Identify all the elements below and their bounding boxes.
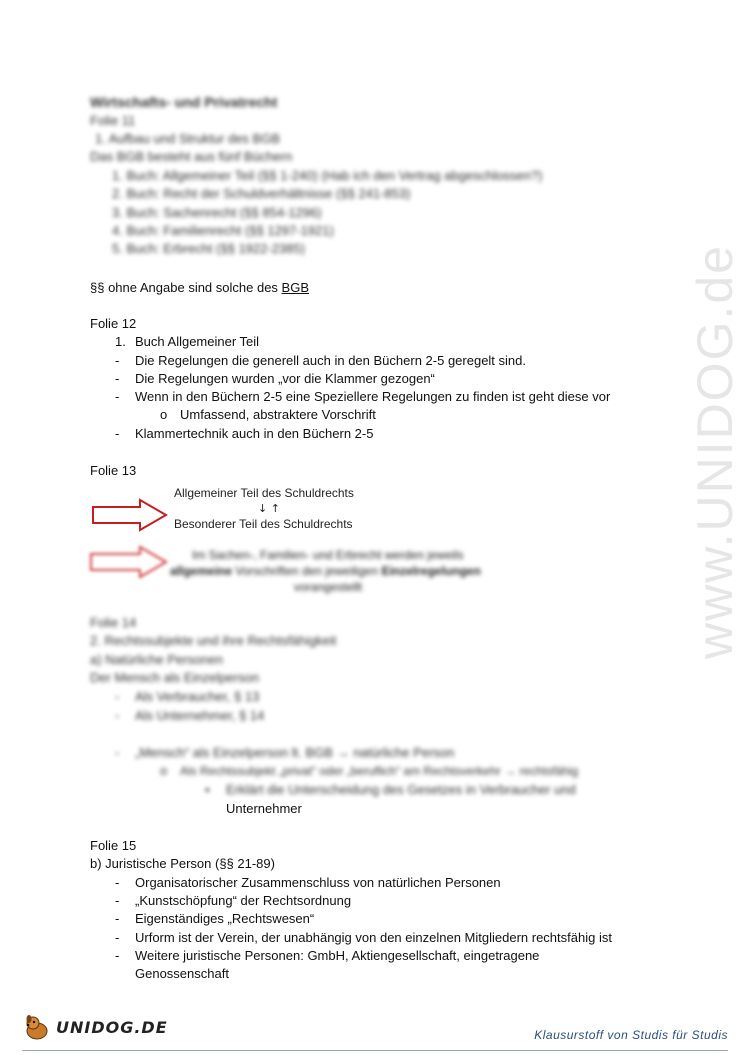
list-item: Urform ist der Verein, der unabhängig von den einzelnen Mitgliedern rechtsfähig ist [135, 930, 612, 945]
diagram-blurred-bold-2: Einzelregelungen [381, 564, 481, 578]
folie-15-label: Folie 15 [90, 838, 137, 853]
book-item: 3. Buch: Sachenrecht (§§ 854-1296) [112, 205, 322, 220]
list-subitem: Umfassend, abstraktere Vorschrift [180, 407, 376, 422]
diagram-blurred-line-2 [170, 564, 481, 579]
list-subitem: Als Rechtssubjekt „privat“ oder „beruflich“ am Rechtsverkehr → rechtsfähig [180, 764, 579, 778]
list-item: Eigenständiges „Rechtswesen“ [135, 911, 315, 926]
folie-13-label: Folie 13 [90, 463, 137, 478]
logo-text: UNIDOG.DE [56, 1017, 168, 1037]
list-item-continued: Genossenschaft [135, 966, 229, 981]
watermark: www.UNIDOG.de [687, 244, 743, 659]
diagram-top-label: Allgemeiner Teil des Schuldrechts [174, 486, 354, 500]
list-item: Als Unternehmer, § 14 [135, 708, 265, 723]
dash-bullet: - [115, 708, 120, 723]
folie-14-label: Folie 14 [90, 615, 137, 630]
folie-12-heading: Buch Allgemeiner Teil [135, 334, 260, 349]
dog-icon [22, 1012, 52, 1042]
dash-bullet: - [115, 371, 120, 386]
book-item: 2. Buch: Recht der Schuldverhältnisse (§§ 241-853) [112, 186, 411, 201]
diagram-blurred-text: Vorschriften den jeweiligen [232, 564, 382, 578]
list-subsubitem: Erklärt die Unterscheidung des Gesetzes in Verbraucher und [226, 782, 576, 797]
dash-bullet: - [115, 389, 120, 404]
bgb-link[interactable]: BGB [281, 280, 310, 295]
list-item: Die Regelungen die generell auch in den Büchern 2-5 geregelt sind. [135, 353, 526, 368]
book-item: 1. Buch: Allgemeiner Teil (§§ 1-240) (Hab ich den Vertrag abgeschlossen?) [112, 168, 543, 183]
dash-bullet: - [115, 689, 120, 704]
arrow-right-icon [88, 545, 170, 579]
list-item: Klammertechnik auch in den Büchern 2-5 [135, 426, 374, 441]
diagram-blurred-bold-1: allgemeine [170, 564, 233, 578]
square-bullet: ▪ [205, 782, 210, 797]
dash-bullet: - [115, 948, 120, 963]
list-subsubitem-continued: Unternehmer [226, 801, 302, 816]
dash-bullet: - [115, 875, 120, 890]
footer-tagline: Klausurstoff von Studis für Studis [534, 1028, 728, 1042]
dash-bullet: - [115, 745, 120, 760]
bgb-note [90, 280, 309, 296]
list-item: Wenn in den Büchern 2-5 eine Speziellere Regelungen zu finden ist geht diese vor [135, 389, 611, 404]
folie-14-subheading: a) Natürliche Personen [90, 652, 223, 667]
document-title: Wirtschafts- und Privatrecht [90, 94, 278, 110]
diagram-blurred-line-3: vorangestellt [294, 580, 363, 594]
dash-bullet: - [115, 353, 120, 368]
diagram-blurred-line-1: Im Sachen-, Familien- und Erbrecht werden jeweils [192, 548, 464, 562]
folie-12-label: Folie 12 [90, 316, 137, 331]
book-item: 5. Buch: Erbrecht (§§ 1922-2385) [112, 241, 305, 256]
folie-14-heading: 2. Rechtssubjekte und ihre Rechtsfähigkeit [90, 633, 337, 648]
bgb-note-text: §§ ohne Angabe sind solche des [90, 280, 282, 295]
unidog-logo[interactable] [22, 1012, 168, 1042]
arrow-right-icon [90, 498, 170, 532]
list-item: „Mensch“ als Einzelperson lt. BGB → natürliche Person [135, 745, 455, 760]
circle-bullet: o [160, 407, 168, 422]
book-item: 4. Buch: Familienrecht (§§ 1297-1921) [112, 223, 334, 238]
list-item: „Kunstschöpfung“ der Rechtsordnung [135, 893, 352, 908]
folie-11-heading: 1. Aufbau und Struktur des BGB [95, 131, 281, 146]
dash-bullet: - [115, 426, 120, 441]
folie-11-intro: Das BGB besteht aus fünf Büchern [90, 149, 293, 164]
list-item: Weitere juristische Personen: GmbH, Aktiengesellschaft, eingetragene [135, 948, 540, 963]
folie-14-intro: Der Mensch als Einzelperson [90, 670, 260, 685]
list-item: Organisatorischer Zusammenschluss von natürlichen Personen [135, 875, 501, 890]
footer-divider [22, 1050, 728, 1051]
diagram-bottom-label: Besonderer Teil des Schuldrechts [174, 517, 353, 531]
dash-bullet: - [115, 911, 120, 926]
dash-bullet: - [115, 930, 120, 945]
folie-15-heading: b) Juristische Person (§§ 21-89) [90, 856, 275, 871]
circle-bullet: o [160, 763, 168, 778]
list-item: Als Verbraucher, § 13 [135, 689, 260, 704]
list-item: Die Regelungen wurden „vor die Klammer gezogen“ [135, 371, 435, 386]
folie-11-label: Folie 11 [90, 113, 136, 128]
up-down-arrows-icon: ↓ ↑ [258, 502, 280, 515]
folie-12-number: 1. [115, 334, 126, 349]
dash-bullet: - [115, 893, 120, 908]
